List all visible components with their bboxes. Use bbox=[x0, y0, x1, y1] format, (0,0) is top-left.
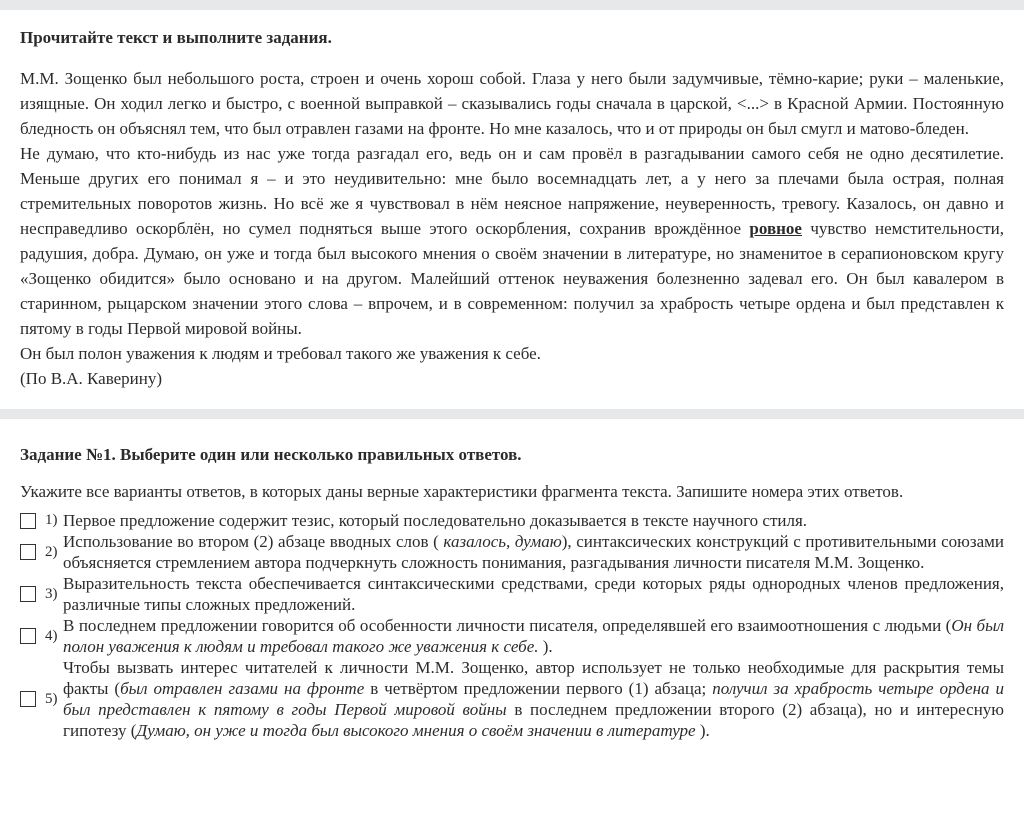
option-text bbox=[63, 531, 1004, 573]
option-number: 4) bbox=[45, 627, 58, 644]
answer-options bbox=[20, 510, 1004, 741]
option-number: 2) bbox=[45, 543, 58, 560]
task-instruction: Укажите все варианты ответов, в которых даны верные характеристики фрагмента текста. Запишите номера этих ответов. bbox=[20, 482, 904, 501]
option-text: Выразительность текста обеспечивается синтаксическими средствами, среди которых ряды однородных членов предложения, различные типы сложных предложений. bbox=[63, 574, 1004, 614]
answer-option-2 bbox=[20, 531, 1004, 573]
option-text-part: ), синтаксических конструкций с противительными союзами объясняется стремлением автора подчеркнуть сложность понимания, разгадывания личности писателя М.М. Зощенко. bbox=[63, 532, 1004, 572]
option-text: Первое предложение содержит тезис, который последовательно доказывается в тексте научного стиля. bbox=[63, 511, 808, 530]
answer-checkbox-1[interactable] bbox=[20, 513, 36, 529]
option-number: 3) bbox=[45, 585, 58, 602]
option-text bbox=[63, 615, 1004, 657]
paragraph-1: М.М. Зощенко был небольшого роста, строен и очень хорош собой. Глаза у него были задумчивые, тёмно-карие; руки – маленькие, изящные. Он ходил легко и быстро, с военной выправкой – сказывались годы сначала в царской, <...> в Красной Армии. Постоянную бледность он объяснял тем, что был отравлен газами на фронте. Но мне казалось, что и от природы он был смугл и матово-бледен. bbox=[20, 69, 1004, 138]
source-attribution: (По В.А. Каверину) bbox=[20, 369, 163, 388]
option-text-part: Чтобы вызвать интерес читателей к личности М.М. Зощенко, автор использует не только необходимые для раскрытия темы факты ( bbox=[63, 658, 1004, 698]
option-text-italic: был отравлен газами на фронте bbox=[120, 679, 371, 698]
paragraph-3: Он был полон уважения к людям и требовал такого же уважения к себе. bbox=[20, 344, 541, 363]
answer-option-3 bbox=[20, 573, 1004, 615]
answer-checkbox-2[interactable] bbox=[20, 544, 36, 560]
option-text-italic: Он был полон уважения к людям и требовал такого же уважения к себе. bbox=[63, 616, 1004, 656]
answer-checkbox-4[interactable] bbox=[20, 628, 36, 644]
paragraph-2-part-b: чувство немстительности, радушия, добра. Думаю, он уже и тогда был высокого мнения о своём значении в литературе, но знаменитое в серапионовском кругу «Зощенко обидится» было основано и на другом. Малейший оттенок неуважения болезненно задевал его. Он был кавалером в старинном, рыцарском значении этого слова – впрочем, и в современном: получил за храбрость четыре ордена и был представлен к пятому в годы Первой мировой войны. bbox=[20, 219, 1005, 338]
answer-option-5 bbox=[20, 657, 1004, 741]
section-divider-band bbox=[0, 409, 1024, 419]
reading-section bbox=[0, 28, 1024, 391]
task-section bbox=[0, 445, 1024, 741]
option-text-part: ). bbox=[699, 721, 710, 740]
option-number: 1) bbox=[45, 512, 58, 528]
underlined-word: ровное bbox=[749, 219, 802, 238]
option-text-part: в четвёртом предложении первого (1) абзаца; bbox=[370, 679, 713, 698]
option-text-italic: получил за храбрость четыре ордена и был представлен к пятому в годы Первой мировой войны bbox=[63, 679, 1005, 719]
option-text bbox=[63, 657, 1004, 741]
option-text-part: ). bbox=[538, 637, 553, 656]
task-heading: Задание №1. Выберите один или несколько правильных ответов. bbox=[20, 445, 522, 464]
option-text-part: В последнем предложении говорится об особенности личности писателя, определявшей его взаимоотношения с людьми ( bbox=[63, 616, 952, 635]
paragraph-2 bbox=[20, 141, 1004, 341]
option-text-italic: казалось, думаю bbox=[438, 532, 562, 551]
answer-option-1 bbox=[20, 510, 1004, 531]
option-text-part: в последнем предложении второго (2) абзаца), но и интересную гипотезу ( bbox=[63, 700, 1004, 740]
reading-heading: Прочитайте текст и выполните задания. bbox=[20, 28, 332, 47]
option-text-part: Использование во втором (2) абзаце вводных слов ( bbox=[63, 532, 439, 551]
paragraph-2-part-a: Не думаю, что кто-нибудь из нас уже тогда разгадал его, ведь он и сам провёл в разгадывании самого себя не одно десятилетие. Меньше других его понимал я – и это неудивительно: мне было восемнадцать лет, а у него за плечами была острая, полная стремительных поворотов жизнь. Но всё же я чувствовал в нём неясное напряжение, неуверенность, тревогу. Казалось, он давно и несправедливо оскорблён, но сумел подняться выше этого оскорбления, сохранив врождённое bbox=[20, 144, 1004, 238]
answer-option-4 bbox=[20, 615, 1004, 657]
option-text-italic: Думаю, он уже и тогда был высокого мнения о своём значении в литературе bbox=[136, 721, 700, 740]
option-number: 5) bbox=[45, 690, 58, 707]
reading-text bbox=[20, 66, 1004, 391]
top-band bbox=[0, 0, 1024, 10]
answer-checkbox-3[interactable] bbox=[20, 586, 36, 602]
answer-checkbox-5[interactable] bbox=[20, 691, 36, 707]
